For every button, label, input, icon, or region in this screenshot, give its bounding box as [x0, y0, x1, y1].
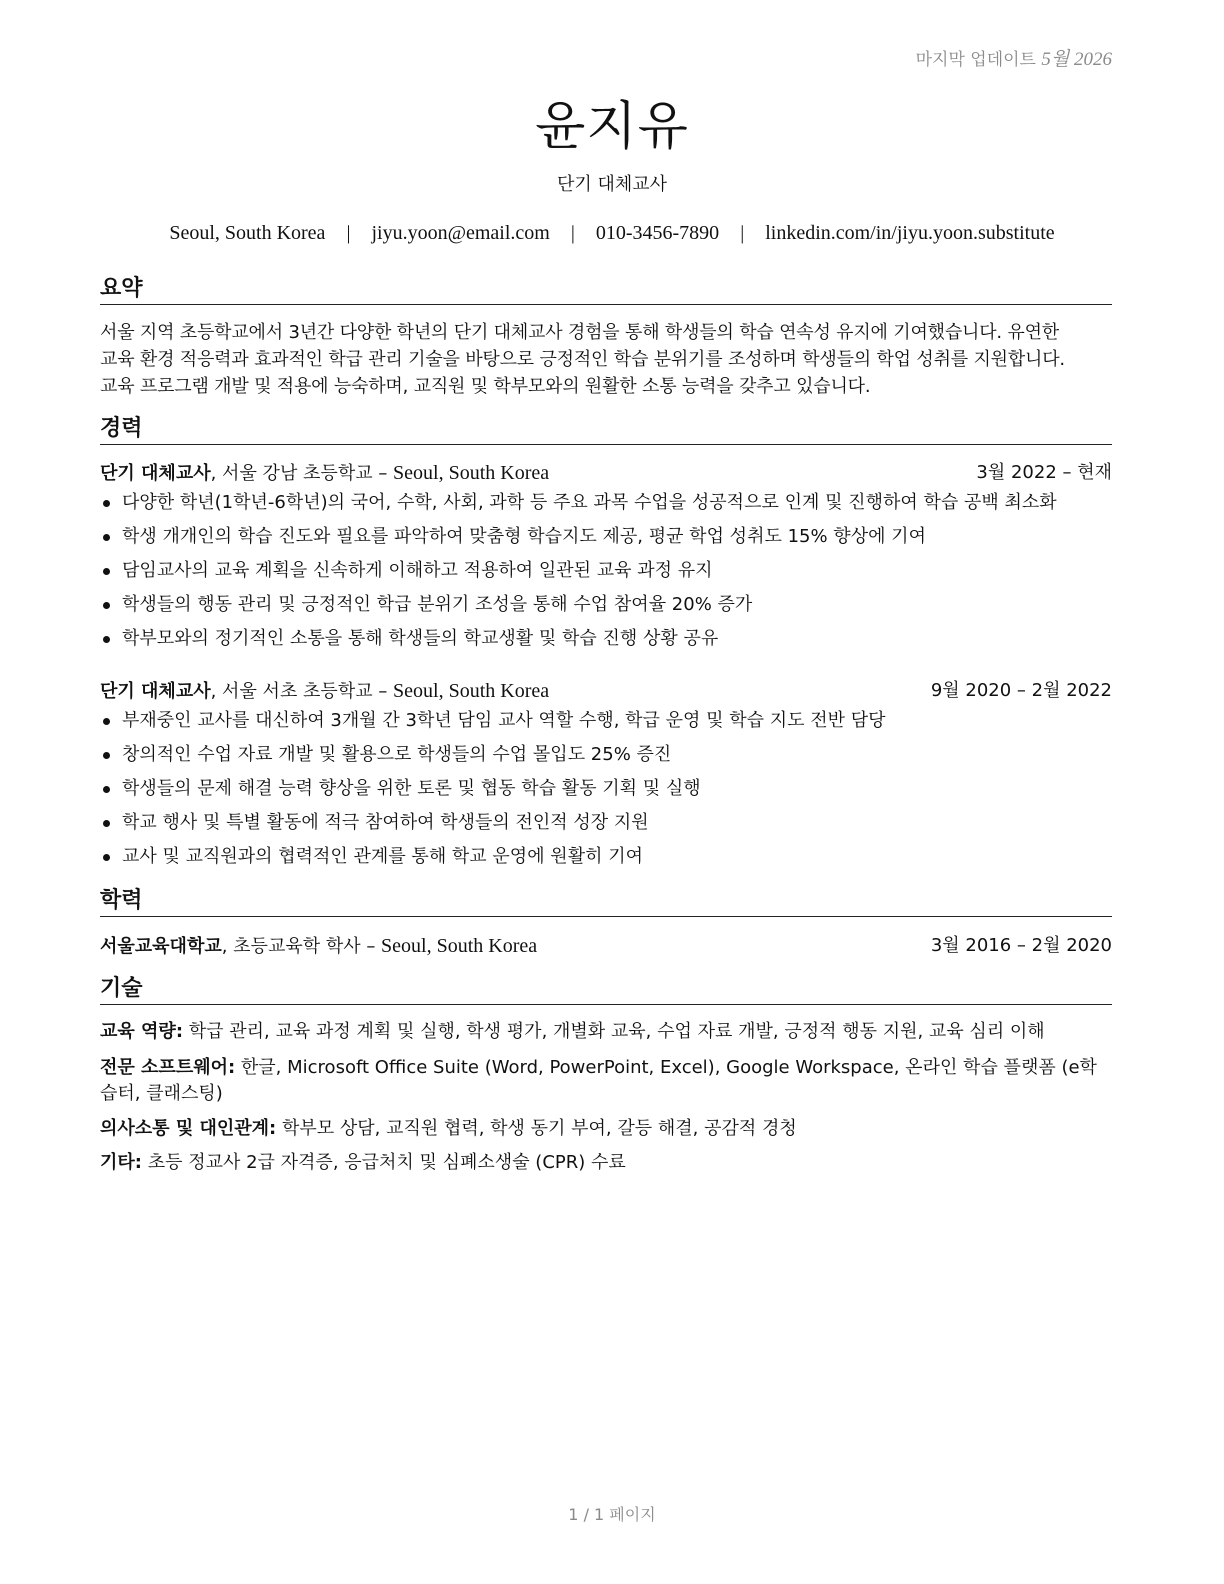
bullet-item: 교사 및 교직원과의 협력적인 관계를 통해 학교 운영에 원활히 기여 [100, 844, 1112, 878]
summary-text [100, 319, 1120, 400]
bullet-item: 학부모와의 정기적인 소통을 통해 학생들의 학교생활 및 학습 진행 상황 공유 [100, 626, 1112, 660]
last-updated-date: 5월 2026 [1041, 49, 1112, 70]
bullet-item: 학생 개개인의 학습 진도와 필요를 파악하여 맞춤형 학습지도 제공, 평균 학업 성취도 15% 향상에 기여 [100, 524, 1112, 558]
contact-location: Seoul, South Korea [169, 222, 326, 244]
skill-text: 초등 정교사 2급 자격증, 응급처치 및 심폐소생술 (CPR) 수료 [141, 1152, 626, 1173]
skill-label: 의사소통 및 대인관계: [100, 1118, 277, 1139]
job-role: 단기 대체교사 [100, 681, 211, 702]
contact-separator: | [346, 222, 351, 244]
contact-separator: | [570, 222, 575, 244]
degree: , 초등교육학 학사 – [221, 936, 382, 957]
summary-line: 교육 환경 적응력과 효과적인 학급 관리 기술을 바탕으로 긍정적인 학습 분위기를 조성하며 학생들의 학업 성취를 지원합니다. [100, 349, 1065, 370]
contact-line [0, 222, 1224, 245]
job-header [100, 678, 1112, 704]
last-updated [916, 44, 1112, 71]
skill-label: 기타: [100, 1152, 142, 1173]
summary-line: 교육 프로그램 개발 및 적용에 능숙하며, 교직원 및 학부모와의 원활한 소통 능력을 갖추고 있습니다. [100, 376, 871, 397]
section-title-summary: 요약 [100, 276, 1112, 305]
job-header [100, 460, 1112, 486]
last-updated-label: 마지막 업데이트 [915, 50, 1036, 70]
candidate-role: 단기 대체교사 [556, 174, 668, 195]
skill-label: 교육 역량: [100, 1021, 184, 1042]
school-name: 서울교육대학교 [100, 936, 222, 957]
bullet-item: 창의적인 수업 자료 개발 및 활용으로 학생들의 수업 몰입도 25% 증진 [100, 742, 1112, 776]
contact-email[interactable]: jiyu.yoon@email.com [371, 222, 550, 244]
job-dates: 9월 2020 – 2월 2022 [930, 680, 1112, 701]
job-role: 단기 대체교사 [100, 463, 211, 484]
bullet-item: 다양한 학년(1학년-6학년)의 국어, 수학, 사회, 과학 등 주요 과목 수업을 성공적으로 인계 및 진행하여 학습 공백 최소화 [100, 490, 1112, 524]
job-bullets [100, 490, 1112, 660]
job-location: Seoul, South Korea [393, 680, 550, 702]
skill-label: 전문 소프트웨어: [100, 1057, 236, 1078]
job-dates: 3월 2022 – 현재 [976, 462, 1112, 483]
education-entry [100, 933, 1112, 959]
section-title-experience: 경력 [100, 416, 1112, 445]
section-title-education: 학력 [100, 888, 1112, 917]
summary-line: 서울 지역 초등학교에서 3년간 다양한 학년의 단기 대체교사 경험을 통해 학생들의 학습 연속성 유지에 기여했습니다. 유연한 [100, 322, 1059, 343]
page-number: 1 / 1 페이지 [568, 1505, 656, 1524]
candidate-name: 윤지유 [535, 97, 689, 157]
contact-separator: | [740, 222, 745, 244]
job-org: , 서울 강남 초등학교 – [210, 463, 394, 484]
skill-row [100, 1150, 1112, 1176]
skill-row [100, 1055, 1112, 1107]
contact-linkedin[interactable]: linkedin.com/in/jiyu.yoon.substitute [765, 222, 1055, 244]
skill-row [100, 1116, 1112, 1142]
skill-row [100, 1019, 1112, 1045]
bullet-item: 담임교사의 교육 계획을 신속하게 이해하고 적용하여 일관된 교육 과정 유지 [100, 558, 1112, 592]
job-org: , 서울 서초 초등학교 – [210, 681, 394, 702]
bullet-item: 부재중인 교사를 대신하여 3개월 간 3학년 담임 교사 역할 수행, 학급 운영 및 학습 지도 전반 담당 [100, 708, 1112, 742]
education-dates: 3월 2016 – 2월 2020 [930, 935, 1112, 956]
bullet-item: 학교 행사 및 특별 활동에 적극 참여하여 학생들의 전인적 성장 지원 [100, 810, 1112, 844]
contact-phone: 010-3456-7890 [595, 222, 720, 244]
education-location: Seoul, South Korea [381, 935, 538, 957]
skill-text: 한글, Microsoft Office Suite (Word, PowerPoint, Excel), Google Workspace, 온라인 학습 플랫폼 (e학습터, 클래스팅) [100, 1057, 1097, 1104]
job-location: Seoul, South Korea [393, 462, 550, 484]
skill-text: 학부모 상담, 교직원 협력, 학생 동기 부여, 갈등 해결, 공감적 경청 [276, 1118, 797, 1139]
skill-text: 학급 관리, 교육 과정 계획 및 실행, 학생 평가, 개별화 교육, 수업 자료 개발, 긍정적 행동 지원, 교육 심리 이해 [183, 1021, 1045, 1042]
job-bullets [100, 708, 1112, 878]
bullet-item: 학생들의 행동 관리 및 긍정적인 학급 분위기 조성을 통해 수업 참여율 20% 증가 [100, 592, 1112, 626]
section-title-skills: 기술 [100, 976, 1112, 1005]
bullet-item: 학생들의 문제 해결 능력 향상을 위한 토론 및 협동 학습 활동 기획 및 실행 [100, 776, 1112, 810]
